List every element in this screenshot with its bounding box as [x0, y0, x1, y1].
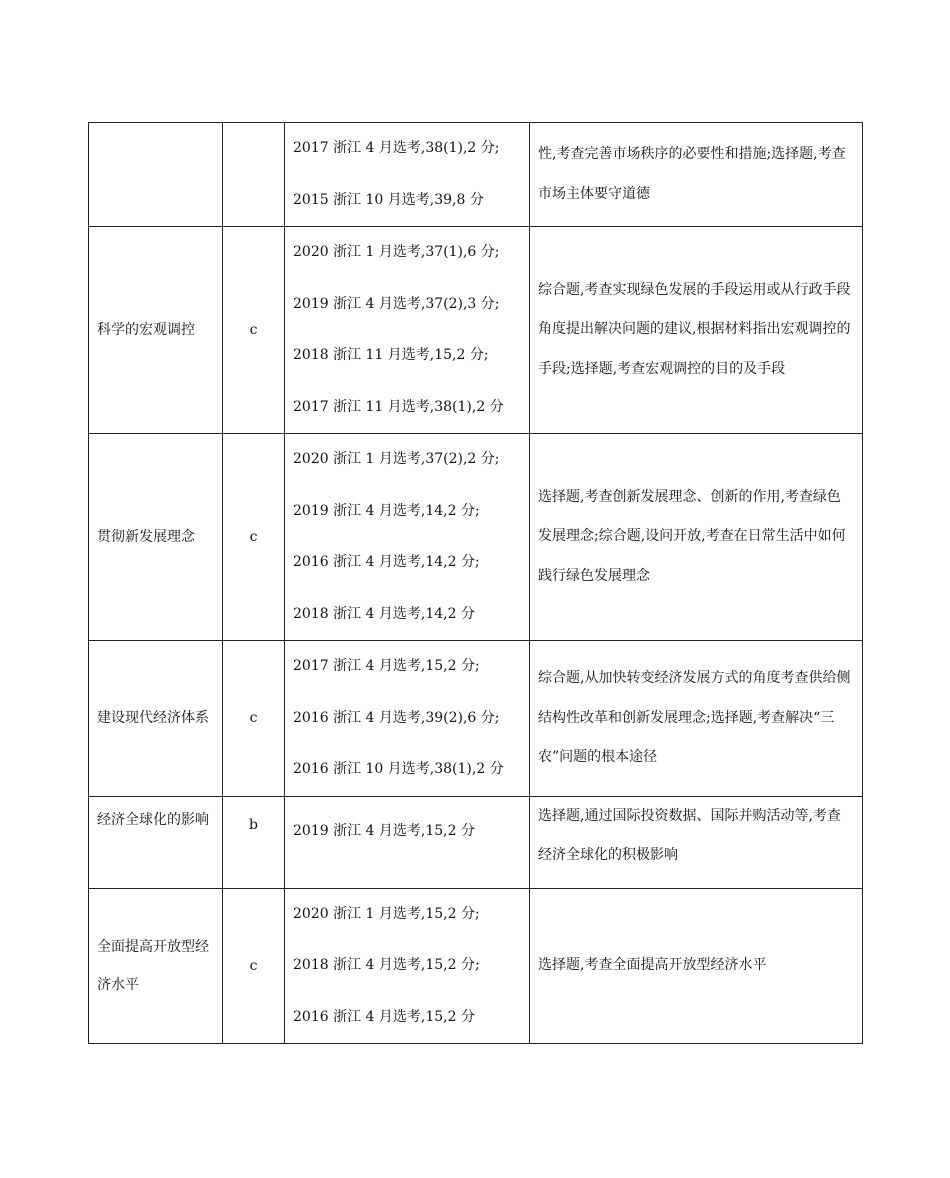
exam-entry: 2015 浙江 10 月选考,39,8 分 — [293, 191, 484, 208]
topic-cell: 全面提高开放型经济水平 — [89, 888, 223, 1044]
exam-entry: 2017 浙江 4 月选考,38(1),2 分; — [293, 140, 500, 156]
exam-topic-table — [88, 122, 863, 1044]
exam-list-cell — [285, 796, 530, 888]
topic-cell: 经济全球化的影响 — [89, 796, 223, 888]
table-row — [89, 641, 863, 797]
exam-entry: 2020 浙江 1 月选考,37(2),2 分; — [293, 451, 500, 467]
exam-list-cell — [285, 227, 530, 434]
topic-cell: 贯彻新发展理念 — [89, 434, 223, 641]
table-row — [89, 434, 863, 641]
exam-entry: 2020 浙江 1 月选考,37(1),6 分; — [293, 244, 500, 260]
description-cell: 选择题,考查创新发展理念、创新的作用,考查绿色发展理念;综合题,设问开放,考查在日常生活中如何践行绿色发展理念 — [530, 434, 863, 641]
topic-cell: 建设现代经济体系 — [89, 641, 223, 797]
table-row — [89, 227, 863, 434]
exam-list-cell — [285, 434, 530, 641]
exam-entry: 2016 浙江 4 月选考,39(2),6 分; — [293, 709, 500, 726]
topic-cell: 科学的宏观调控 — [89, 227, 223, 434]
table-row — [89, 123, 863, 227]
description-cell: 综合题,从加快转变经济发展方式的角度考查供给侧结构性改革和创新发展理念;选择题,考查解决“三农”问题的根本途径 — [530, 641, 863, 797]
level-cell: c — [223, 227, 285, 434]
topic-cell — [89, 123, 223, 227]
level-cell: b — [223, 796, 285, 888]
exam-entry: 2016 浙江 4 月选考,15,2 分 — [293, 1008, 475, 1025]
level-cell — [223, 123, 285, 227]
level-cell: c — [223, 888, 285, 1044]
exam-entry: 2017 浙江 4 月选考,15,2 分; — [293, 658, 480, 674]
exam-entry: 2019 浙江 4 月选考,15,2 分 — [293, 822, 475, 839]
table-row — [89, 888, 863, 1044]
table-row — [89, 796, 863, 888]
exam-entry: 2016 浙江 10 月选考,38(1),2 分 — [293, 761, 504, 777]
description-cell: 选择题,通过国际投资数据、国际并购活动等,考查经济全球化的积极影响 — [530, 796, 863, 888]
description-cell: 综合题,考查实现绿色发展的手段运用或从行政手段角度提出解决问题的建议,根据材料指出宏观调控的手段;选择题,考查宏观调控的目的及手段 — [530, 227, 863, 434]
exam-entry: 2020 浙江 1 月选考,15,2 分; — [293, 905, 480, 922]
exam-list-cell — [285, 123, 530, 227]
exam-entry: 2017 浙江 11 月选考,38(1),2 分 — [293, 398, 504, 415]
exam-list-cell — [285, 641, 530, 797]
level-cell: c — [223, 434, 285, 641]
exam-entry: 2019 浙江 4 月选考,14,2 分; — [293, 502, 480, 519]
exam-list-cell — [285, 888, 530, 1044]
exam-entry: 2018 浙江 4 月选考,15,2 分; — [293, 957, 480, 973]
description-cell: 性,考查完善市场秩序的必要性和措施;选择题,考查市场主体要守道德 — [530, 123, 863, 227]
exam-entry: 2018 浙江 11 月选考,15,2 分; — [293, 347, 489, 363]
exam-entry: 2019 浙江 4 月选考,37(2),3 分; — [293, 295, 500, 312]
exam-entry: 2018 浙江 4 月选考,14,2 分 — [293, 605, 475, 622]
level-cell: c — [223, 641, 285, 797]
description-cell: 选择题,考查全面提高开放型经济水平 — [530, 888, 863, 1044]
exam-entry: 2016 浙江 4 月选考,14,2 分; — [293, 554, 480, 570]
